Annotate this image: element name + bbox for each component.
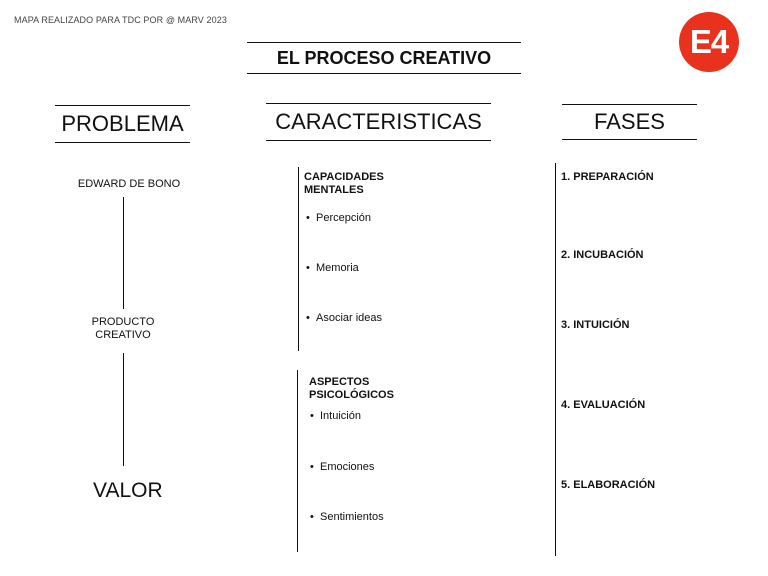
phase-item: 3. INTUICIÓN	[561, 319, 630, 331]
header-problema: PROBLEMA	[55, 105, 190, 143]
fases-line	[555, 163, 556, 556]
header-caracteristicas: CARACTERISTICAS	[266, 103, 491, 141]
connector-line	[123, 197, 124, 309]
e4-badge: E4	[679, 12, 739, 72]
page-title: EL PROCESO CREATIVO	[247, 42, 521, 74]
list-item: • Asociar ideas	[306, 312, 382, 324]
phase-item: 1. PREPARACIÓN	[561, 171, 654, 183]
list-item: • Sentimientos	[310, 511, 384, 523]
phase-item: 4. EVALUACIÓN	[561, 399, 646, 411]
phase-item: 2. INCUBACIÓN	[561, 249, 644, 261]
header-fases: FASES	[562, 104, 697, 140]
list-item: • Intuición	[310, 410, 361, 422]
group-title-aspectos: ASPECTOS PSICOLÓGICOS	[309, 376, 394, 401]
list-item: • Percepción	[306, 212, 371, 224]
group-bracket-line	[298, 167, 299, 351]
node-producto-creativo: PRODUCTO CREATIVO	[91, 316, 155, 341]
phase-item: 5. ELABORACIÓN	[561, 479, 656, 491]
credit-text: MAPA REALIZADO PARA TDC POR @ MARV 2023	[14, 15, 227, 25]
list-item: • Emociones	[310, 461, 374, 473]
node-edward-de-bono: EDWARD DE BONO	[77, 178, 181, 190]
node-valor: VALOR	[93, 479, 163, 502]
group-title-capacidades: CAPACIDADES MENTALES	[304, 171, 384, 196]
list-item: • Memoria	[306, 262, 359, 274]
group-bracket-line	[297, 370, 298, 552]
connector-line	[123, 353, 124, 466]
